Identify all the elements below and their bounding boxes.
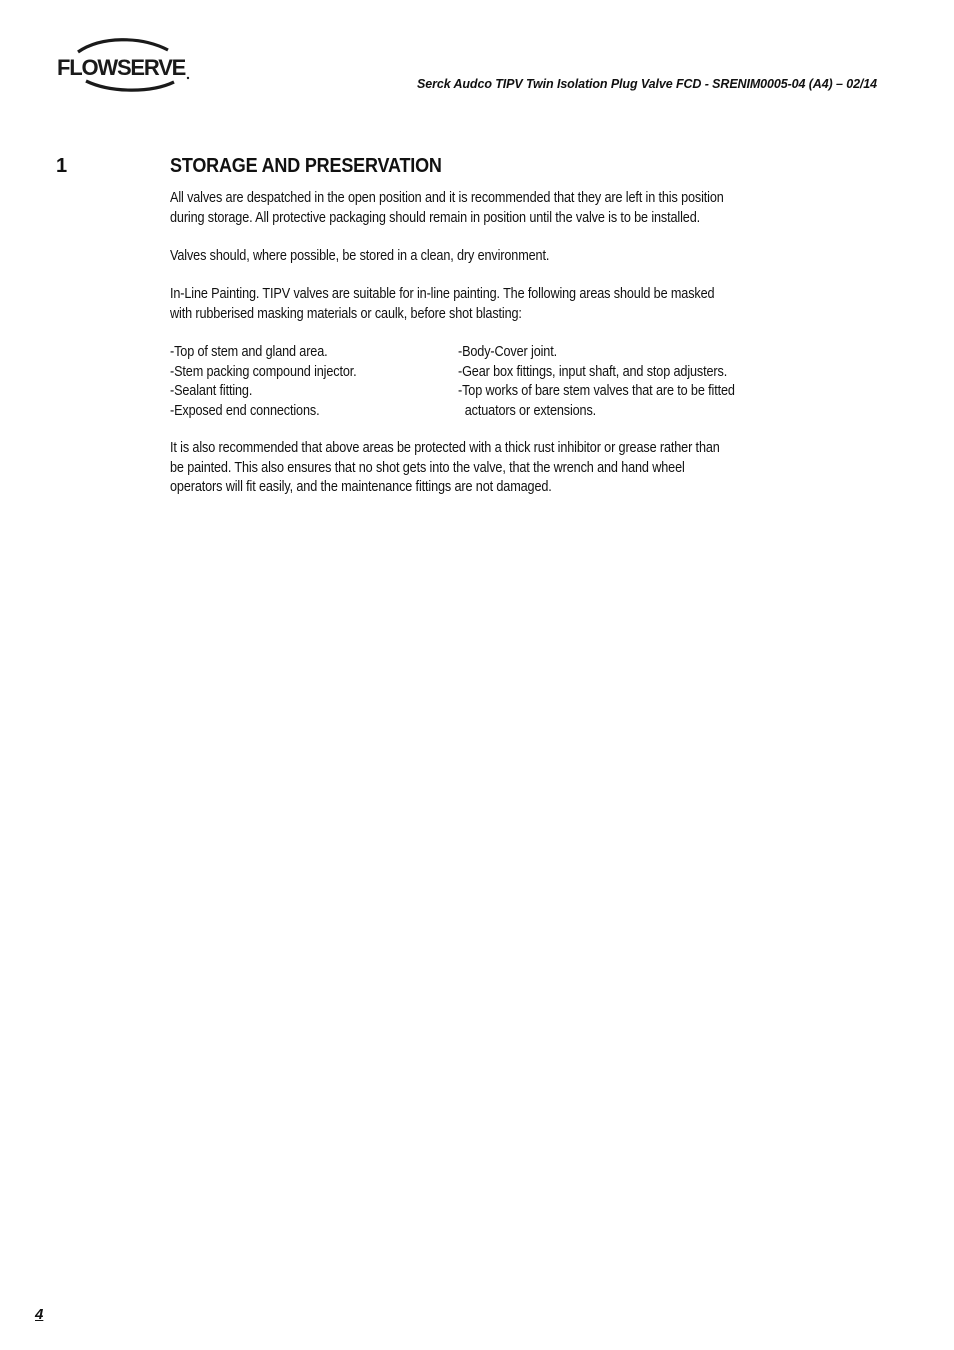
paragraph-rust-inhibitor	[170, 439, 860, 498]
list-item: -Top of stem and gland area.	[170, 344, 328, 360]
list-item: -Body-Cover joint.	[458, 344, 557, 360]
masking-list-left-column	[170, 343, 382, 421]
paragraph-line: All valves are despatched in the open position and it is recommended that they are left in this position	[170, 190, 724, 206]
page-number: 4	[35, 1306, 44, 1323]
paragraph-line: be painted. This also ensures that no shot gets into the valve, that the wrench and hand wheel	[170, 459, 685, 476]
list-item: -Exposed end connections.	[170, 402, 320, 419]
section-title: STORAGE AND PRESERVATION	[170, 155, 442, 177]
paragraph-line: with rubberised masking materials or caulk, before shot blasting:	[170, 305, 522, 322]
paragraph-storage	[170, 247, 860, 267]
paragraph-line: operators will fit easily, and the maintenance fittings are not damaged.	[170, 479, 552, 495]
document-header-title: Serck Audco TIPV Twin Isolation Plug Valve FCD - SRENIM0005-04 (A4) – 02/14	[417, 77, 877, 91]
flowserve-logo-icon	[56, 38, 198, 92]
section-number: 1	[56, 155, 68, 177]
list-item: -Gear box fittings, input shaft, and stop adjusters.	[458, 363, 728, 380]
masking-list-right-column	[458, 343, 773, 421]
logo-wordmark: FLOWSERVE	[57, 55, 186, 80]
list-item: -Stem packing compound injector.	[170, 363, 357, 380]
list-item: actuators or extensions.	[458, 402, 597, 419]
paragraph-line: In-Line Painting. TIPV valves are suitable for in-line painting. The following areas should be masked	[170, 286, 715, 302]
paragraph-line: Valves should, where possible, be stored in a clean, dry environment.	[170, 248, 550, 264]
list-item: -Top works of bare stem valves that are to be fitted	[458, 383, 735, 399]
paragraph-line: during storage. All protective packaging should remain in position until the valve is to be installed.	[170, 209, 700, 226]
paragraph-line: It is also recommended that above areas be protected with a thick rust inhibitor or grease rather than	[170, 440, 720, 456]
paragraph-dispatch	[170, 189, 860, 228]
paragraph-inline-painting	[170, 285, 860, 324]
flowserve-logo	[56, 38, 198, 92]
list-item: -Sealant fitting.	[170, 383, 253, 399]
